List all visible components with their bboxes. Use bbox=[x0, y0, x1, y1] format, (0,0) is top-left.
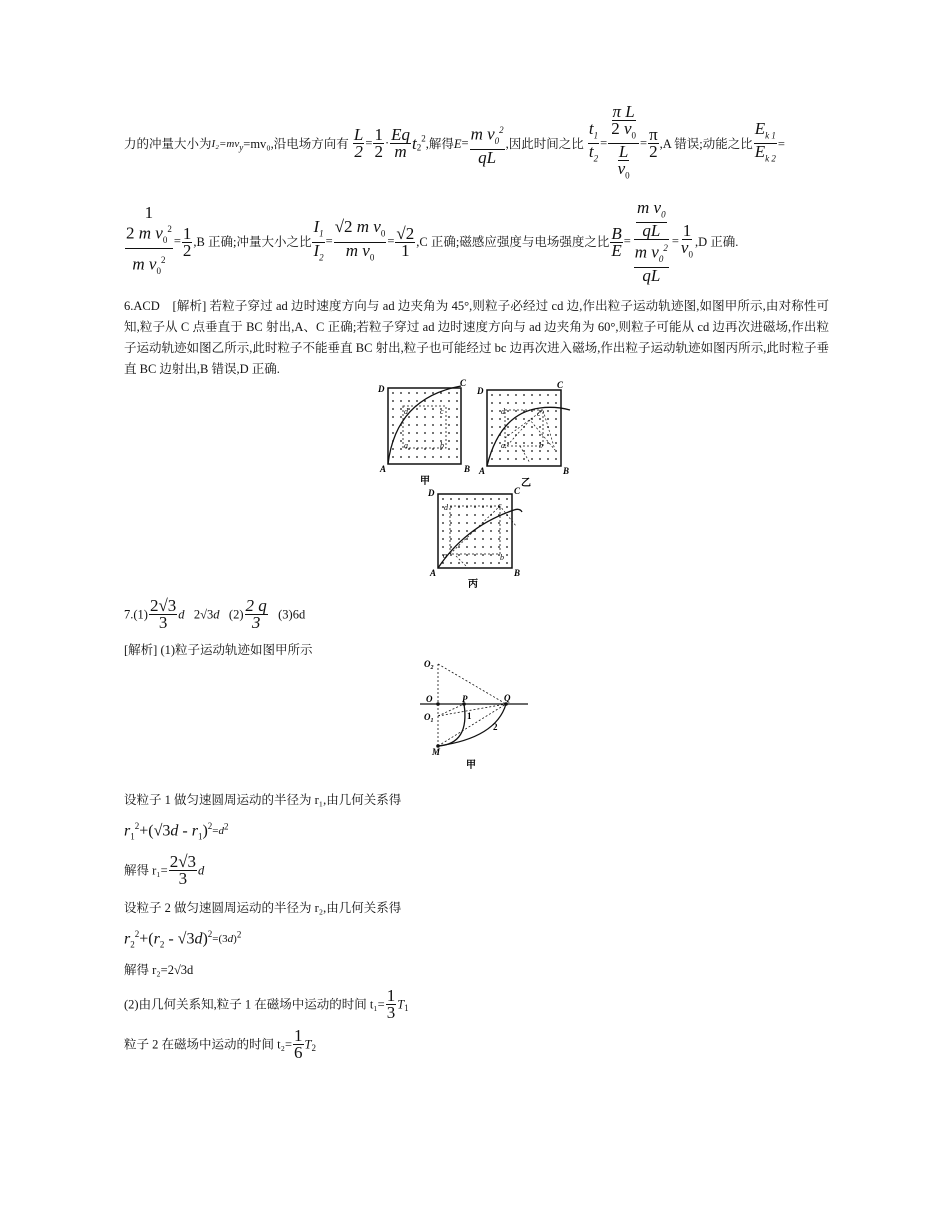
field-dot bbox=[474, 522, 476, 524]
field-dot bbox=[392, 392, 394, 394]
field-dot bbox=[531, 458, 533, 460]
field-dot bbox=[515, 394, 517, 396]
svg-text:b: b bbox=[440, 441, 444, 450]
field-dot bbox=[506, 522, 508, 524]
figure-caption-yi: 乙 bbox=[521, 478, 531, 488]
field-dot bbox=[432, 408, 434, 410]
field-dot bbox=[539, 434, 541, 436]
svg-text:P: P bbox=[462, 694, 468, 704]
field-dot bbox=[555, 418, 557, 420]
field-dot bbox=[400, 400, 402, 402]
field-dot bbox=[498, 498, 500, 500]
field-dot bbox=[523, 450, 525, 452]
field-dot bbox=[482, 554, 484, 556]
field-dot bbox=[408, 400, 410, 402]
field-dot bbox=[466, 538, 468, 540]
frac-time-ratio: $\frac{\frac{\text{π L}}{2 v_0}}{\frac{L}{v_0}}$ bbox=[608, 104, 639, 184]
svg-text:D: D bbox=[428, 488, 435, 498]
field-dot bbox=[448, 448, 450, 450]
field-dot bbox=[507, 442, 509, 444]
field-dot bbox=[523, 434, 525, 436]
field-dot bbox=[450, 522, 452, 524]
field-dot bbox=[547, 394, 549, 396]
field-dot bbox=[458, 562, 460, 564]
text-segment: I₂=mv bbox=[211, 137, 240, 150]
field-dot bbox=[491, 410, 493, 412]
svg-text:O: O bbox=[426, 694, 433, 704]
field-dot bbox=[450, 546, 452, 548]
frac-b-e-value: $\frac{\frac{m v_0}{qL}}{\frac{m v_0^2}{qL}}$ bbox=[634, 198, 668, 286]
text-segment: = bbox=[777, 136, 785, 151]
field-dot bbox=[450, 530, 452, 532]
q7-r2-solve: 解得 r₂=2√3d bbox=[124, 963, 194, 977]
field-dot bbox=[506, 498, 508, 500]
frac-r1-answer: $\frac{2√3}{3}$ bbox=[149, 596, 177, 632]
field-dot bbox=[555, 434, 557, 436]
frac-t1-t2: $\frac{t_1}{t_2}$ bbox=[588, 119, 599, 164]
frac-eq-over-m: $\frac{Eq}{m}$ bbox=[391, 125, 410, 162]
figure-caption-q7: 甲 bbox=[466, 760, 476, 771]
field-dot bbox=[458, 514, 460, 516]
field-dot bbox=[547, 442, 549, 444]
figure-q7-jia bbox=[418, 654, 533, 772]
frac-half-2: $\frac{1}{2}$ bbox=[182, 223, 192, 260]
field-dot bbox=[515, 426, 517, 428]
svg-text:d: d bbox=[501, 407, 505, 416]
field-dot bbox=[555, 402, 557, 404]
svg-text:A: A bbox=[430, 568, 437, 578]
field-dot bbox=[506, 530, 508, 532]
field-dot bbox=[490, 522, 492, 524]
field-dot bbox=[531, 402, 533, 404]
field-dot bbox=[416, 424, 418, 426]
field-dot bbox=[456, 432, 458, 434]
field-dot bbox=[506, 554, 508, 556]
field-dot bbox=[416, 456, 418, 458]
field-dot bbox=[555, 450, 557, 452]
frac-one-sixth: $\frac{1}{6}$ bbox=[294, 1026, 303, 1062]
field-dot bbox=[456, 408, 458, 410]
field-dot bbox=[432, 416, 434, 418]
q7-part3: (3)6d bbox=[278, 607, 306, 622]
field-dot bbox=[547, 434, 549, 436]
field-dot bbox=[515, 458, 517, 460]
field-dot bbox=[424, 408, 426, 410]
text-segment: ,解得 bbox=[425, 136, 454, 151]
frac-one-third: $\frac{1}{3}$ bbox=[386, 986, 396, 1022]
field-dot bbox=[490, 538, 492, 540]
field-dot bbox=[523, 394, 525, 396]
svg-text:O1: $O_1$ bbox=[424, 712, 434, 724]
field-dot bbox=[491, 402, 493, 404]
figure-caption-jia: 甲 bbox=[420, 476, 430, 487]
field-dot bbox=[547, 418, 549, 420]
field-dot bbox=[482, 530, 484, 532]
field-dot bbox=[506, 538, 508, 540]
svg-text:1: 1 bbox=[467, 711, 472, 721]
field-dot bbox=[440, 456, 442, 458]
field-dot bbox=[482, 538, 484, 540]
field-dot bbox=[474, 562, 476, 564]
field-dot bbox=[424, 392, 426, 394]
q7-r1-solve: 解得 r₁= bbox=[124, 863, 168, 878]
field-dot bbox=[466, 514, 468, 516]
field-dot bbox=[408, 432, 410, 434]
field-dot bbox=[456, 424, 458, 426]
svg-text:a: a bbox=[501, 441, 505, 450]
field-dot bbox=[491, 394, 493, 396]
frac-e-value: $\frac{m v_0^2}{qL}$ bbox=[470, 122, 505, 166]
svg-text:d: d bbox=[404, 407, 408, 416]
field-dot bbox=[456, 416, 458, 418]
field-dot bbox=[400, 392, 402, 394]
field-dot bbox=[440, 424, 442, 426]
svg-text:C: C bbox=[514, 486, 521, 496]
frac-r1: $\frac{2√3}{3}$ bbox=[169, 852, 197, 888]
field-dot bbox=[456, 448, 458, 450]
field-dot bbox=[408, 440, 410, 442]
svg-text:A: A bbox=[479, 466, 486, 476]
field-dot bbox=[515, 418, 517, 420]
field-dot bbox=[408, 392, 410, 394]
field-dot bbox=[498, 538, 500, 540]
field-dot bbox=[450, 538, 452, 540]
field-dot bbox=[442, 530, 444, 532]
text-segment: =mv₀,沿电场方向有 bbox=[243, 136, 349, 151]
field-dot bbox=[490, 554, 492, 556]
field-dot bbox=[499, 450, 501, 452]
field-dot bbox=[498, 546, 500, 548]
field-dot bbox=[466, 522, 468, 524]
svg-text:B: B bbox=[514, 568, 521, 578]
svg-text:Q: Q bbox=[504, 693, 511, 703]
text-segment: 力的冲量大小为 bbox=[124, 136, 212, 151]
field-dot bbox=[555, 458, 557, 460]
field-dot bbox=[458, 522, 460, 524]
field-dot bbox=[506, 506, 508, 508]
field-dot bbox=[466, 562, 468, 564]
field-dot bbox=[448, 400, 450, 402]
field-dot bbox=[432, 424, 434, 426]
field-dot bbox=[440, 416, 442, 418]
field-dot bbox=[499, 418, 501, 420]
field-dot bbox=[490, 498, 492, 500]
svg-text:O2: $O_2$ bbox=[424, 659, 434, 671]
field-dot bbox=[547, 450, 549, 452]
field-dot bbox=[490, 546, 492, 548]
field-dot bbox=[458, 498, 460, 500]
svg-text:b: b bbox=[539, 441, 543, 450]
svg-text:a: a bbox=[443, 551, 447, 560]
field-dot bbox=[450, 498, 452, 500]
svg-text:c: c bbox=[440, 407, 444, 416]
field-dot bbox=[432, 400, 434, 402]
field-dot bbox=[442, 538, 444, 540]
field-dot bbox=[555, 442, 557, 444]
field-dot bbox=[424, 424, 426, 426]
q6-text: 6.ACD [解析] 若粒子穿过 ad 边时速度方向与 ad 边夹角为 45°,则粒子必经过 cd 边,作出粒子运动轨迹图,如图甲所示,由对称性可知,粒子从 C 点垂直于 BC 射出,A、C 正确;若粒子穿过 ad 边时速度方向与 ad 边夹角为 60°,则粒子可能从 cd 边再次进磁场,作出粒子运动轨迹如图乙所示,此时粒子不能垂直 BC 射出,粒子也可能经过 bc 边再次进入磁场,作出粒子运动轨迹如图丙所示,此时粒子垂直 BC 边射出,B 错误,D 正确. bbox=[124, 299, 829, 376]
field-dot bbox=[515, 450, 517, 452]
field-dot bbox=[456, 456, 458, 458]
text-segment: ,因此时间之比 bbox=[505, 136, 584, 151]
field-dot bbox=[474, 538, 476, 540]
field-dot bbox=[515, 402, 517, 404]
field-dot bbox=[498, 530, 500, 532]
field-dot bbox=[523, 442, 525, 444]
field-dot bbox=[400, 416, 402, 418]
q7-r2-equation: $r_2^2+(r_2 - √3d)^{2=(3d)^2}$ bbox=[124, 929, 242, 950]
field-dot bbox=[424, 432, 426, 434]
field-dot bbox=[458, 546, 460, 548]
field-dot bbox=[490, 530, 492, 532]
text-segment: ,B 正确;冲量大小之比 bbox=[193, 235, 312, 250]
q7-t1-text: (2)由几何关系知,粒子 1 在磁场中运动的时间 t₁= bbox=[124, 997, 385, 1012]
field-dot bbox=[456, 440, 458, 442]
text-segment: ,D 正确. bbox=[694, 235, 739, 250]
field-dot bbox=[458, 538, 460, 540]
field-dot bbox=[416, 440, 418, 442]
figure-caption-bing: 丙 bbox=[468, 579, 478, 590]
field-dot bbox=[450, 562, 452, 564]
svg-text:B: B bbox=[464, 464, 471, 474]
frac-b-over-e: $\frac{B}{E}$ bbox=[611, 223, 622, 260]
svg-text:c: c bbox=[498, 501, 502, 510]
field-dot bbox=[392, 448, 394, 450]
field-dot bbox=[416, 416, 418, 418]
field-dot bbox=[400, 440, 402, 442]
q7-r1-solve-line: 解得 r₁= $\frac{2√3}{3}$ d bbox=[124, 852, 205, 888]
field-dot bbox=[424, 440, 426, 442]
field-dot bbox=[515, 442, 517, 444]
field-dot bbox=[491, 434, 493, 436]
field-dot bbox=[474, 554, 476, 556]
field-dot bbox=[474, 514, 476, 516]
frac-ek-ratio-value: 1 2 m $v_0^2$ m $v_0^2$ bbox=[126, 203, 172, 277]
q7-t1-line: (2)由几何关系知,粒子 1 在磁场中运动的时间 t₁= $\frac{1}{3}$ $T_1$ bbox=[124, 986, 409, 1022]
field-dot bbox=[416, 408, 418, 410]
figure-q6-jia bbox=[376, 378, 476, 488]
field-dot bbox=[432, 432, 434, 434]
field-dot bbox=[448, 456, 450, 458]
field-dot bbox=[499, 394, 501, 396]
field-dot bbox=[507, 458, 509, 460]
field-dot bbox=[507, 410, 509, 412]
q7-t2-line: 粒子 2 在磁场中运动的时间 t₂= $\frac{1}{6}$ $T_2$ bbox=[124, 1026, 316, 1062]
field-dot bbox=[539, 418, 541, 420]
svg-text:C: C bbox=[557, 380, 564, 390]
svg-text:C: C bbox=[460, 378, 467, 388]
field-dot bbox=[458, 554, 460, 556]
field-dot bbox=[523, 418, 525, 420]
svg-text:B: B bbox=[563, 466, 570, 476]
field-dot bbox=[408, 416, 410, 418]
field-dot bbox=[498, 522, 500, 524]
field-dot bbox=[448, 440, 450, 442]
field-dot bbox=[555, 426, 557, 428]
figure-q6-bing bbox=[426, 486, 526, 590]
field-dot bbox=[424, 416, 426, 418]
field-dot bbox=[424, 456, 426, 458]
svg-text:D: D bbox=[378, 384, 385, 394]
field-dot bbox=[416, 432, 418, 434]
field-dot bbox=[474, 546, 476, 548]
field-dot bbox=[456, 400, 458, 402]
field-dot bbox=[400, 408, 402, 410]
field-dot bbox=[440, 432, 442, 434]
frac-ek-ratio: $\frac{E_{k 1}}{E_{k 2}}$ bbox=[754, 119, 776, 164]
field-dot bbox=[547, 402, 549, 404]
field-dot bbox=[523, 458, 525, 460]
field-dot bbox=[539, 450, 541, 452]
field-dot bbox=[416, 400, 418, 402]
field-dot bbox=[450, 554, 452, 556]
field-dot bbox=[555, 410, 557, 412]
field-dot bbox=[440, 400, 442, 402]
frac-impulse-ratio: $\frac{√2 m v_0}{m v_0}$ bbox=[334, 217, 386, 263]
field-dot bbox=[555, 394, 557, 396]
field-dot bbox=[432, 456, 434, 458]
field-dot bbox=[482, 514, 484, 516]
field-dot bbox=[499, 458, 501, 460]
q7-answer-line: 7.(1) $\frac{2√3}{3}$ d 2√3d (2) $\frac{2 q}{3}$ (3)6d bbox=[124, 596, 306, 632]
field-dot bbox=[400, 448, 402, 450]
frac-1-over-v0: $\frac{1}{v_0}$ bbox=[680, 220, 693, 259]
field-dot bbox=[531, 434, 533, 436]
svg-text:A: A bbox=[380, 464, 387, 474]
field-dot bbox=[392, 432, 394, 434]
field-dot bbox=[408, 424, 410, 426]
svg-text:c: c bbox=[537, 409, 541, 418]
q7-part2-label: (2) bbox=[228, 607, 244, 622]
field-dot bbox=[442, 546, 444, 548]
field-dot bbox=[507, 394, 509, 396]
field-dot bbox=[531, 442, 533, 444]
field-dot bbox=[506, 546, 508, 548]
field-dot bbox=[416, 392, 418, 394]
field-dot bbox=[491, 458, 493, 460]
field-dot bbox=[448, 392, 450, 394]
field-dot bbox=[456, 392, 458, 394]
solution-line-2: 1 2 m $v_0^2$ m $v_0^2$ = $\frac{1}{2}$ ,B 正确;冲量大小之比 $\frac{I_1}{I_2}$ = $\frac{√2 m v_0}{m v_0}$ = $\frac{√2}{1}$ ,C 正确;磁感应强度与电场强度之比 $\frac{B}{E}$ = $\frac{\frac{m v_0}{qL}}{\frac{m v_0^2}{qL}}$ = $\frac{1}{v_0}$ ,D 正确. bbox=[126, 198, 739, 286]
field-dot bbox=[448, 432, 450, 434]
svg-text:D: D bbox=[477, 386, 484, 396]
field-dot bbox=[442, 514, 444, 516]
field-dot bbox=[547, 458, 549, 460]
field-dot bbox=[392, 424, 394, 426]
field-dot bbox=[507, 450, 509, 452]
field-dot bbox=[539, 426, 541, 428]
field-dot bbox=[498, 562, 500, 564]
field-dot bbox=[491, 426, 493, 428]
field-dot bbox=[432, 440, 434, 442]
q7-r2-intro: 设粒子 2 做匀速圆周运动的半径为 r₂,由几何关系得 bbox=[124, 901, 402, 915]
q7-r1-intro: 设粒子 1 做匀速圆周运动的半径为 r₁,由几何关系得 bbox=[124, 793, 402, 807]
field-dot bbox=[490, 562, 492, 564]
field-dot bbox=[466, 554, 468, 556]
field-dot bbox=[531, 450, 533, 452]
frac-l-over-2: $\frac{L}{2}$ bbox=[353, 125, 364, 162]
svg-text:a: a bbox=[404, 441, 408, 450]
field-dot bbox=[392, 416, 394, 418]
text-segment: ,C 正确;磁感应强度与电场强度之比 bbox=[416, 235, 610, 250]
text-segment: ,A 错误;动能之比 bbox=[659, 136, 753, 151]
field-dot bbox=[400, 432, 402, 434]
field-dot bbox=[523, 402, 525, 404]
svg-text:d: d bbox=[444, 503, 448, 512]
field-dot bbox=[482, 498, 484, 500]
q7-label: 7.(1) bbox=[124, 607, 148, 622]
field-dot bbox=[392, 456, 394, 458]
solution-line-1: 力的冲量大小为$I_2=mv_y=mv_0$,沿电场方向有 $\frac{L}{2}$ = $\frac{1}{2}$ · $\frac{Eq}{m}$ $t_2^2$,解得E= $\frac{m v_0^2}{qL}$ ,因此时间之比 $\frac{t_1}{t_2}$ = $\frac{\frac{\text{π L}}{2 v_0}}{\frac{L}{v_0}}$ = $\frac{\pi}{2}$ ,A 错误;动能之比 $\frac{E_{k 1}}{E_{k 2}}$ = bbox=[124, 104, 785, 184]
field-dot bbox=[491, 418, 493, 420]
field-dot bbox=[392, 400, 394, 402]
svg-text:2: 2 bbox=[493, 722, 498, 732]
field-dot bbox=[466, 498, 468, 500]
svg-text:b: b bbox=[500, 553, 504, 562]
field-dot bbox=[432, 392, 434, 394]
field-dot bbox=[531, 394, 533, 396]
field-dot bbox=[448, 416, 450, 418]
field-dot bbox=[547, 410, 549, 412]
field-dot bbox=[392, 408, 394, 410]
field-dot bbox=[499, 426, 501, 428]
field-dot bbox=[507, 426, 509, 428]
field-dot bbox=[448, 424, 450, 426]
field-dot bbox=[539, 394, 541, 396]
field-dot bbox=[466, 530, 468, 532]
frac-2q-over-3: $\frac{2 q}{3}$ bbox=[245, 596, 267, 632]
field-dot bbox=[482, 546, 484, 548]
field-dot bbox=[482, 562, 484, 564]
field-dot bbox=[531, 426, 533, 428]
frac-root2: $\frac{√2}{1}$ bbox=[396, 223, 415, 260]
svg-text:M: M bbox=[432, 747, 441, 757]
frac-i1-i2: $\frac{I_1}{I_2}$ bbox=[313, 217, 324, 263]
field-dot bbox=[474, 498, 476, 500]
figure-q6-yi bbox=[475, 378, 575, 488]
field-dot bbox=[458, 530, 460, 532]
field-dot bbox=[442, 498, 444, 500]
field-dot bbox=[442, 522, 444, 524]
field-dot bbox=[507, 418, 509, 420]
q7-t2-text: 粒子 2 在磁场中运动的时间 t₂= bbox=[124, 1037, 293, 1052]
field-dot bbox=[539, 402, 541, 404]
q7-analysis: [解析] (1)粒子运动轨迹如图甲所示 bbox=[124, 643, 313, 657]
field-dot bbox=[408, 456, 410, 458]
field-dot bbox=[408, 408, 410, 410]
field-dot bbox=[448, 408, 450, 410]
frac-pi-half: $\frac{\pi}{2}$ bbox=[649, 125, 658, 162]
field-dot bbox=[491, 442, 493, 444]
field-dot bbox=[507, 402, 509, 404]
field-dot bbox=[499, 402, 501, 404]
field-dot bbox=[400, 456, 402, 458]
field-dot bbox=[515, 410, 517, 412]
field-dot bbox=[539, 458, 541, 460]
field-dot bbox=[450, 514, 452, 516]
field-dot bbox=[506, 562, 508, 564]
field-dot bbox=[466, 546, 468, 548]
frac-half: $\frac{1}{2}$ bbox=[374, 125, 383, 162]
q7-r1-equation: $r_1^2+(√3d - r_1)^{2=d^2}$ bbox=[124, 821, 229, 842]
